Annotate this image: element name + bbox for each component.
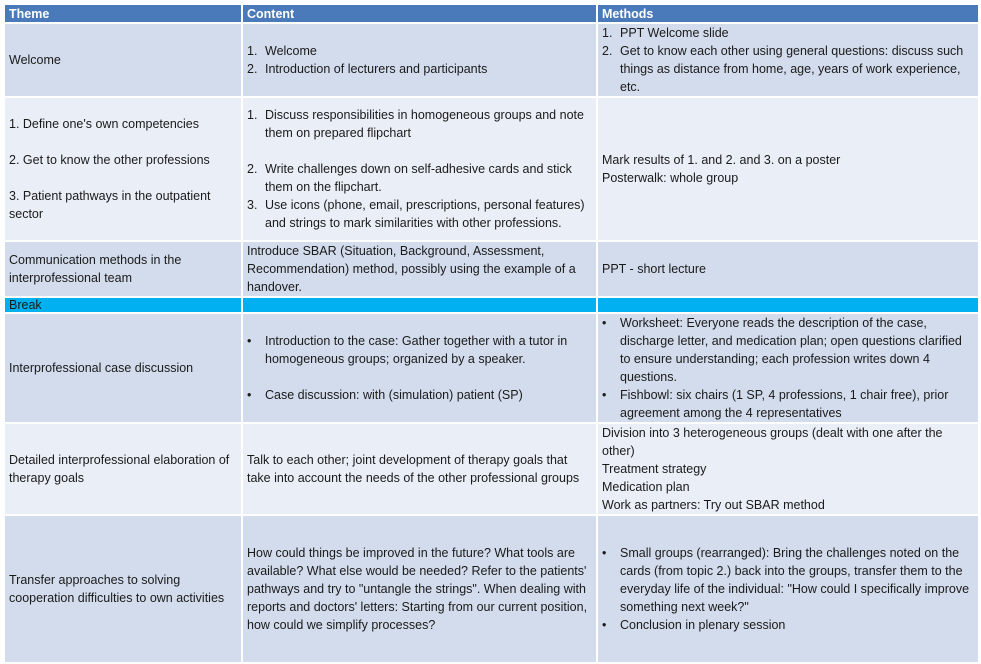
content-list — [247, 42, 592, 78]
break-cell — [598, 298, 978, 312]
bullet-marker: • — [247, 388, 252, 402]
bullet-marker: • — [247, 334, 252, 348]
methods-cell: PPT - short lecture — [598, 242, 978, 296]
content-cell: Talk to each other; joint development of therapy goals that take into account the needs of the other professional groups — [243, 424, 596, 514]
list-item — [602, 544, 974, 616]
methods-cell — [598, 424, 978, 514]
theme-cell — [5, 98, 241, 240]
list-item — [602, 386, 974, 422]
header-row — [5, 5, 978, 22]
methods-text: Division into 3 heterogeneous groups (dealt with one after the other) — [602, 426, 943, 458]
content-cell — [243, 24, 596, 96]
list-item — [602, 616, 974, 634]
list-item — [602, 24, 974, 42]
theme-cell — [5, 24, 241, 96]
methods-text: Mark results of 1. and 2. and 3. on a poster — [602, 153, 841, 167]
content-list — [247, 106, 592, 232]
bullet-marker: • — [602, 546, 607, 560]
bullet-marker: • — [602, 618, 607, 632]
header-content: Content — [243, 5, 596, 22]
list-marker: 1. — [247, 108, 258, 122]
methods-list — [602, 544, 974, 634]
content-cell: How could things be improved in the future? What tools are available? What else would be needed? Refer to the patients' pathways and try to "untangle the strings". When dealing with reports and doctors' letters: Starting from our current position, how could we simplify processes? — [243, 516, 596, 662]
list-marker: 1. — [602, 26, 613, 40]
methods-cell — [598, 516, 978, 662]
list-item — [247, 106, 592, 142]
list-item-text: Small groups (rearranged): Bring the challenges noted on the cards (from topic 2.) back into the groups, transfer them to the everyday life of the individual: "How could I specifically improve something next week?" — [620, 546, 970, 614]
table-row — [5, 242, 978, 296]
methods-text: Posterwalk: whole group — [602, 171, 739, 185]
theme-text: Welcome — [9, 53, 61, 67]
list-item-text: Conclusion in plenary session — [620, 618, 786, 632]
bullet-marker: • — [602, 388, 607, 402]
theme-cell: Detailed interprofessional elaboration of therapy goals — [5, 424, 241, 514]
table-row — [5, 516, 978, 662]
theme-text: 1. Define one's own competencies — [9, 117, 199, 131]
theme-cell: Interprofessional case discussion — [5, 314, 241, 422]
table-row — [5, 24, 978, 96]
content-cell: Introduce SBAR (Situation, Background, Assessment, Recommendation) method, possibly using the example of a handover. — [243, 242, 596, 296]
list-item-text: PPT Welcome slide — [620, 26, 729, 40]
list-item-text: Welcome — [265, 44, 317, 58]
bullet-marker: • — [602, 316, 607, 330]
list-item-text: Case discussion: with (simulation) patient (SP) — [265, 388, 523, 402]
list-item-text: Write challenges down on self-adhesive cards and stick them on the flipchart. — [265, 162, 572, 194]
table-row — [5, 98, 978, 240]
table-row — [5, 424, 978, 514]
list-item — [247, 60, 592, 78]
list-item-text: Worksheet: Everyone reads the description of the case, discharge letter, and medication plan; open questions clarified to ensure understanding; each profession writes down 4 questions. — [620, 316, 962, 384]
list-item — [247, 332, 592, 368]
theme-cell: Transfer approaches to solving cooperation difficulties to own activities — [5, 516, 241, 662]
content-cell — [243, 98, 596, 240]
workshop-schedule-table — [3, 3, 980, 664]
list-item — [602, 314, 974, 386]
list-marker: 2. — [247, 62, 258, 76]
methods-cell — [598, 314, 978, 422]
methods-text: Work as partners: Try out SBAR method — [602, 498, 825, 512]
list-item — [247, 42, 592, 60]
break-cell — [243, 298, 596, 312]
list-item-text: Fishbowl: six chairs (1 SP, 4 professions, 1 chair free), prior agreement among the 4 representatives — [620, 388, 949, 420]
content-list — [247, 332, 592, 404]
list-item-text: Use icons (phone, email, prescriptions, personal features) and strings to mark similarities with other professions. — [265, 198, 585, 230]
list-item — [247, 196, 592, 232]
list-item-text: Discuss responsibilities in homogeneous groups and note them on prepared flipchart — [265, 108, 584, 140]
list-item-text: Get to know each other using general questions: discuss such things as distance from home, age, years of work experience, etc. — [620, 44, 964, 94]
theme-text: 3. Patient pathways in the outpatient sector — [9, 189, 211, 221]
content-cell — [243, 314, 596, 422]
break-row — [5, 298, 978, 312]
methods-cell — [598, 24, 978, 96]
list-item-text: Introduction of lecturers and participants — [265, 62, 488, 76]
table-row — [5, 314, 978, 422]
list-marker: 1. — [247, 44, 258, 58]
methods-text: Medication plan — [602, 480, 690, 494]
list-item — [247, 160, 592, 196]
theme-cell: Communication methods in the interprofessional team — [5, 242, 241, 296]
list-marker: 2. — [247, 162, 258, 176]
methods-list — [602, 314, 974, 422]
header-theme: Theme — [5, 5, 241, 22]
methods-cell — [598, 98, 978, 240]
theme-text: 2. Get to know the other professions — [9, 153, 210, 167]
list-marker: 2. — [602, 44, 613, 58]
list-marker: 3. — [247, 198, 258, 212]
list-item-text: Introduction to the case: Gather together with a tutor in homogeneous groups; organized by a speaker. — [265, 334, 568, 366]
list-item — [602, 42, 974, 96]
break-label: Break — [5, 298, 241, 312]
methods-list — [602, 24, 974, 96]
list-item — [247, 386, 592, 404]
header-methods: Methods — [598, 5, 978, 22]
methods-text: Treatment strategy — [602, 462, 707, 476]
